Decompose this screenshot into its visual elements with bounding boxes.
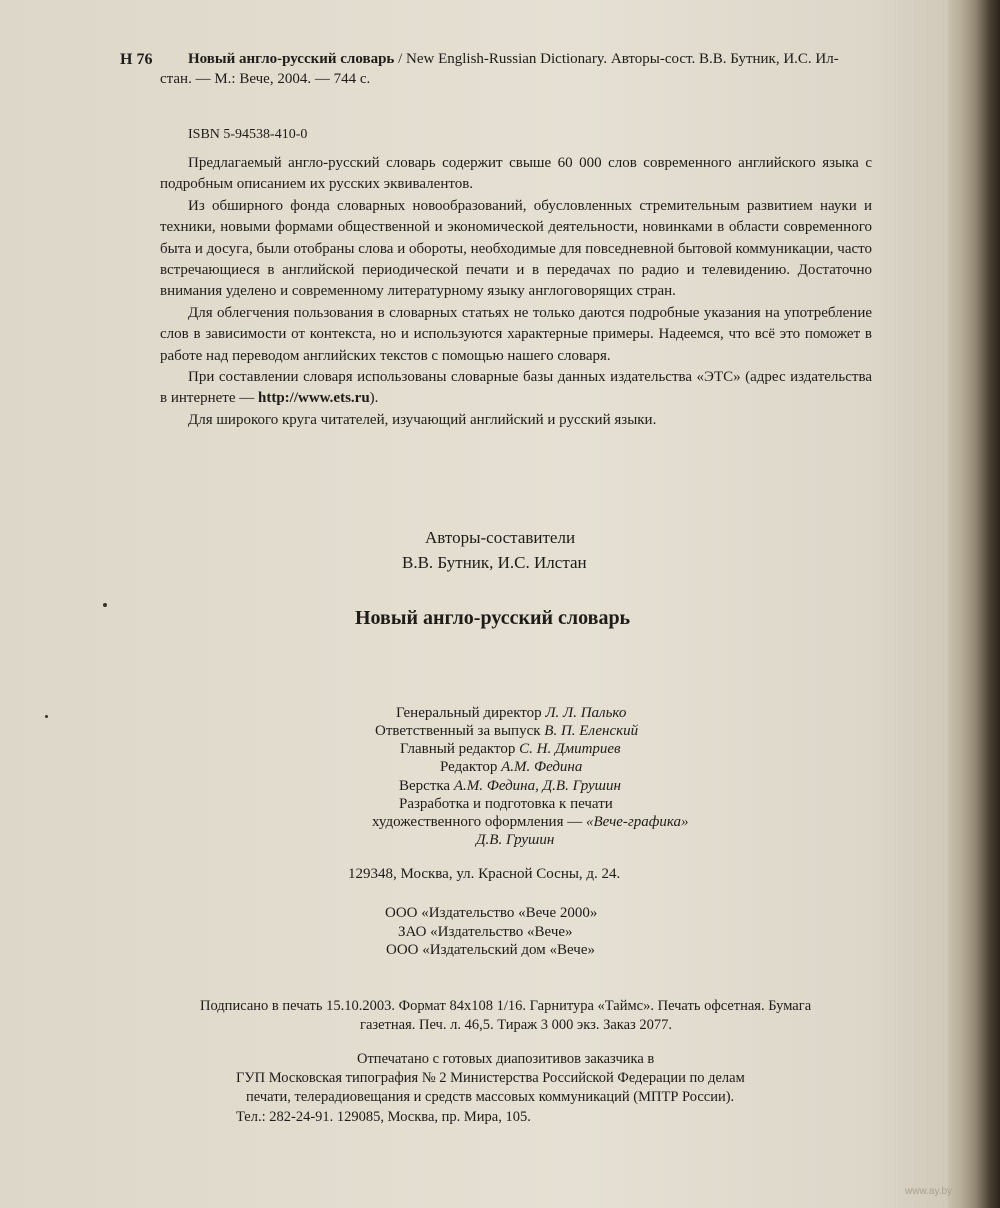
credit-name: В. П. Еленский [544, 723, 639, 739]
ets-url: http://www.ets.ru [258, 390, 370, 407]
credit-role: Верстка [399, 778, 454, 794]
credit-line [476, 831, 554, 850]
credit-name: С. Н. Дмитриев [519, 741, 621, 757]
annotation-paragraph: Из обширного фонда словарных новообразований, обусловленных стремительным развитием науки и техники, новыми формами общественной и экономической деятельности, новинками в области современного быта и досуга, были отобраны слова и обороты, необходимые для повседневной бытовой коммуникации, часто встречающиеся в английской периодической печати и в передачах по радио и телевидению. Достаточно внимания уделено и современному литературному языку англоговорящих стран. [160, 197, 872, 300]
credit-role: художественного оформления — [372, 814, 586, 830]
credit-name: Л. Л. Палько [545, 705, 627, 721]
annotation-paragraph: Для облегчения пользования в словарных статьях не только даются подробные указания на употребление слов в зависимости от контекста, но и используются характерные примеры. Надеемся, что всё это поможет в работе над переводом английских текстов с помощью нашего словаря. [160, 304, 872, 364]
watermark: www.ay.by [905, 1186, 953, 1197]
credit-name: А.М. Федина [501, 759, 583, 775]
credit-line [399, 777, 621, 796]
classification-code: Н 76 [120, 51, 153, 68]
publisher-name: ООО «Издательский дом «Вече» [386, 942, 596, 958]
credit-line [399, 795, 613, 814]
publisher-name: ООО «Издательство «Вече 2000» [385, 905, 598, 921]
credit-role: Генеральный директор [396, 705, 546, 721]
printer-line: печати, телерадиовещания и средств массовых коммуникаций (МПТР России). [246, 1089, 735, 1105]
credit-name: Д.В. Грушин [476, 832, 555, 848]
credit-line [400, 740, 621, 759]
credit-line [440, 758, 582, 777]
book-title: Новый англо-русский словарь [355, 607, 631, 629]
paper-speck [45, 715, 48, 718]
imprint-line: Подписано в печать 15.10.2003. Формат 84х108 1/16. Гарнитура «Таймс». Печать офсетная. Бумага [200, 998, 812, 1014]
paper-speck [103, 603, 107, 607]
credit-line [375, 722, 638, 741]
credit-role: Редактор [440, 759, 502, 775]
credit-role: Ответственный за выпуск [375, 723, 545, 739]
credit-line [396, 704, 626, 723]
printer-line: Отпечатано с готовых диапозитивов заказчика в [357, 1051, 655, 1067]
publisher-address: 129348, Москва, ул. Красной Сосны, д. 24. [348, 866, 621, 882]
publisher-name: ЗАО «Издательство «Вече» [398, 924, 573, 940]
bibliographic-details: / New English-Russian Dictionary. Авторы-сост. В.В. Бутник, И.С. Ил- [394, 51, 839, 67]
bibliographic-entry-line2: стан. — М.: Вече, 2004. — 744 с. [160, 71, 371, 87]
annotation-audience: Для широкого круга читателей, изучающий английский и русский языки. [188, 411, 657, 428]
credit-line [372, 813, 689, 832]
authors-names: В.В. Бутник, И.С. Илстан [402, 553, 587, 572]
printer-line: Тел.: 282-24-91. 129085, Москва, пр. Мира, 105. [236, 1109, 531, 1125]
annotation [160, 153, 872, 431]
credit-role: Разработка и подготовка к печати [399, 796, 613, 812]
credit-name: А.М. Федина, Д.В. Грушин [453, 778, 621, 794]
annotation-paragraph-ets [160, 367, 872, 410]
ets-text: При составлении словаря использованы словарные базы данных издательства «ЭТС» (адрес издательства в интернете — [160, 369, 872, 407]
ets-text-end: ). [369, 390, 379, 407]
annotation-paragraph: Предлагаемый англо-русский словарь содержит свыше 60 000 слов современного английского языка с подробным описанием их русских эквивалентов. [160, 155, 872, 193]
authors-label: Авторы-составители [425, 528, 576, 547]
bibliographic-title: Новый англо-русский словарь [188, 51, 395, 67]
credit-name: «Вече-графика» [585, 814, 689, 830]
isbn: ISBN 5-94538-410-0 [188, 127, 308, 142]
printer-line: ГУП Московская типография № 2 Министерства Российской Федерации по делам [236, 1070, 745, 1086]
credit-role: Главный редактор [400, 741, 520, 757]
page-edge-shadow [948, 0, 1000, 1208]
bibliographic-entry [188, 50, 839, 69]
imprint-line: газетная. Печ. л. 46,5. Тираж 3 000 экз. Заказ 2077. [360, 1017, 673, 1033]
